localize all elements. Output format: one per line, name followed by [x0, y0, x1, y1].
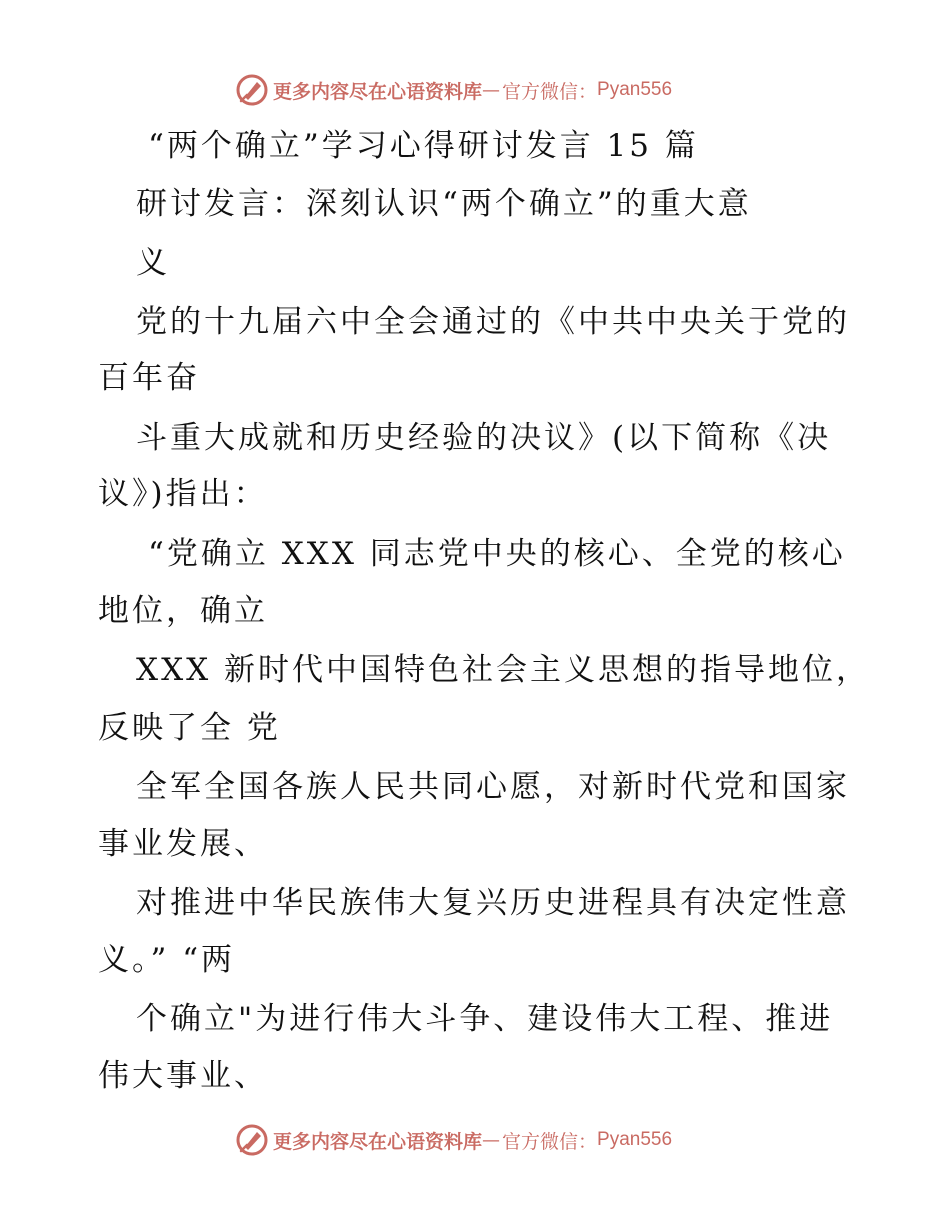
body-line: 伟大事业、 [98, 1058, 268, 1094]
body-line: 斗重大成就和历史经验的决议》(以下简称《决 [136, 420, 832, 456]
body-line: 个确立"为进行伟大斗争、建设伟大工程、推进 [136, 1001, 834, 1037]
watermark-dash: — [482, 79, 501, 101]
header-watermark [235, 72, 672, 108]
watermark-wechat-label: 官方微信： [502, 1130, 598, 1153]
body-line: 对推进中华民族伟大复兴历史进程具有决定性意 [136, 885, 850, 921]
watermark-wechat-id: Pyan556 [597, 1129, 673, 1150]
body-line: 党的十九届六中全会通过的《中共中央关于党的 [136, 304, 850, 340]
document-title: “两个确立”学习心得研讨发言 15 篇 [148, 128, 699, 164]
body-line: 反映了全 党 [98, 710, 281, 746]
body-line: 百年奋 [98, 360, 200, 396]
body-line: 事业发展、 [98, 826, 268, 862]
watermark-brand: 更多内容尽在心语资料库 [273, 1130, 483, 1153]
body-line: 议》)指出： [98, 476, 268, 512]
body-line: 全军全国各族人民共同心愿，对新时代党和国家 [136, 769, 850, 805]
section-heading-continued: 义 [136, 245, 170, 281]
footer-watermark [235, 1122, 672, 1158]
body-line: “党确立 XXX 同志党中央的核心、全党的核心 [148, 536, 846, 572]
watermark-dash: — [482, 1129, 501, 1151]
watermark-wechat-id: Pyan556 [597, 79, 673, 100]
pen-nib-logo-icon [235, 1123, 269, 1157]
body-line: 义。” “两 [98, 942, 236, 978]
body-line: XXX 新时代中国特色社会主义思想的指导地位， [136, 652, 871, 688]
watermark-brand: 更多内容尽在心语资料库 [273, 80, 483, 103]
body-line: 地位，确立 [98, 593, 268, 629]
section-heading: 研讨发言：深刻认识“两个确立”的重大意 [136, 186, 752, 222]
pen-nib-logo-icon [235, 73, 269, 107]
watermark-wechat-label: 官方微信： [502, 80, 598, 103]
